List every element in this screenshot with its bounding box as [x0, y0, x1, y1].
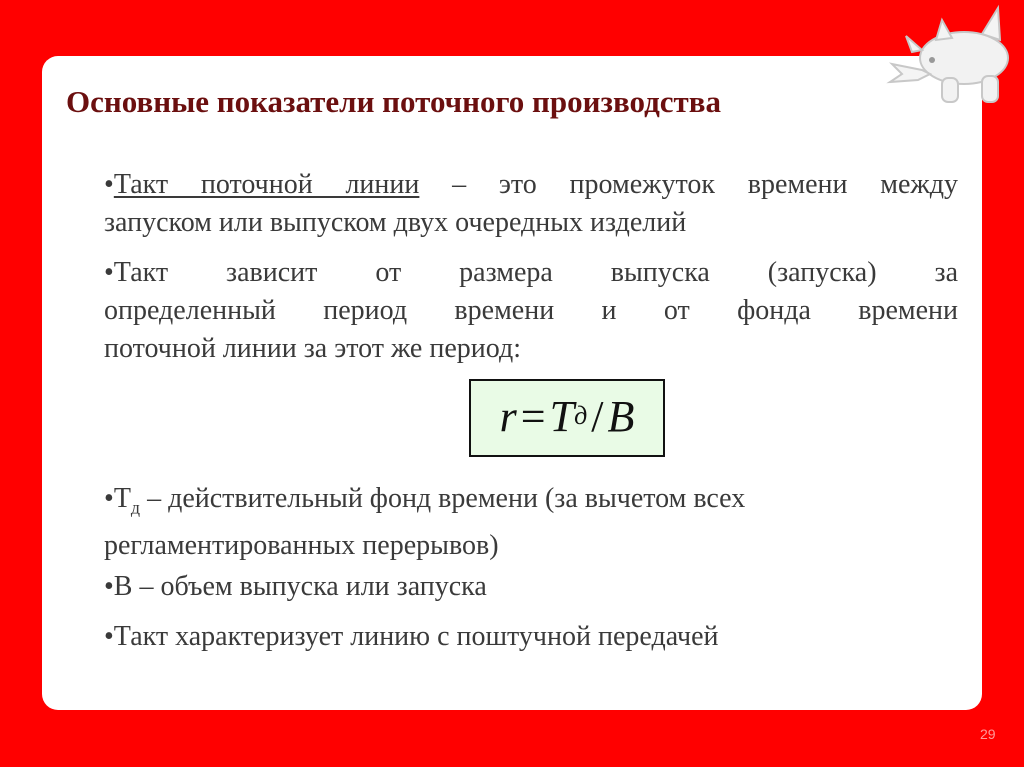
formula-equals: =: [520, 391, 546, 441]
bullet-line: запуском или выпуском двух очередных изделий: [104, 207, 687, 238]
bullet-text: – действительный фонд времени (за вычетом всех: [140, 483, 746, 514]
bullet-volume-definition: •В – объем выпуска или запуска: [104, 571, 487, 602]
bullet-text: – это промежуток времени между: [419, 169, 958, 200]
bullet-takt-definition: [104, 166, 958, 242]
slide-title: Основные показатели поточного производства: [66, 84, 722, 119]
takt-term: Такт поточной линии: [113, 169, 420, 200]
bullet-takt-characteristic: •Такт характеризует линию с поштучной передачей: [104, 621, 719, 652]
bullet-takt-dependency: [104, 254, 958, 368]
formula-subscript: д: [574, 401, 588, 430]
slide-number: 29: [980, 726, 996, 742]
bullet-line: поточной линии за этот же период:: [104, 333, 521, 364]
formula-slash: /: [591, 391, 604, 441]
bullet-line: регламентированных перерывов): [104, 529, 499, 561]
bullet-line: определенный период времени и от фонда времени: [104, 295, 958, 326]
takt-formula: [469, 379, 665, 457]
bullet-fund-definition: [104, 480, 958, 565]
bullet-line: •Такт поточной линии – это промежуток времени между: [104, 169, 958, 200]
formula-r: r: [499, 391, 517, 441]
formula-T: T: [549, 391, 575, 441]
td-symbol: Т: [113, 483, 131, 514]
bullet-line: •Такт зависит от размера выпуска (запуска) за: [104, 257, 958, 288]
bullet-line: $•Т_д$ – действительный фонд времени (за вычетом всех: [104, 483, 746, 518]
formula-B: B: [607, 391, 635, 441]
td-subscript: д: [130, 497, 141, 518]
